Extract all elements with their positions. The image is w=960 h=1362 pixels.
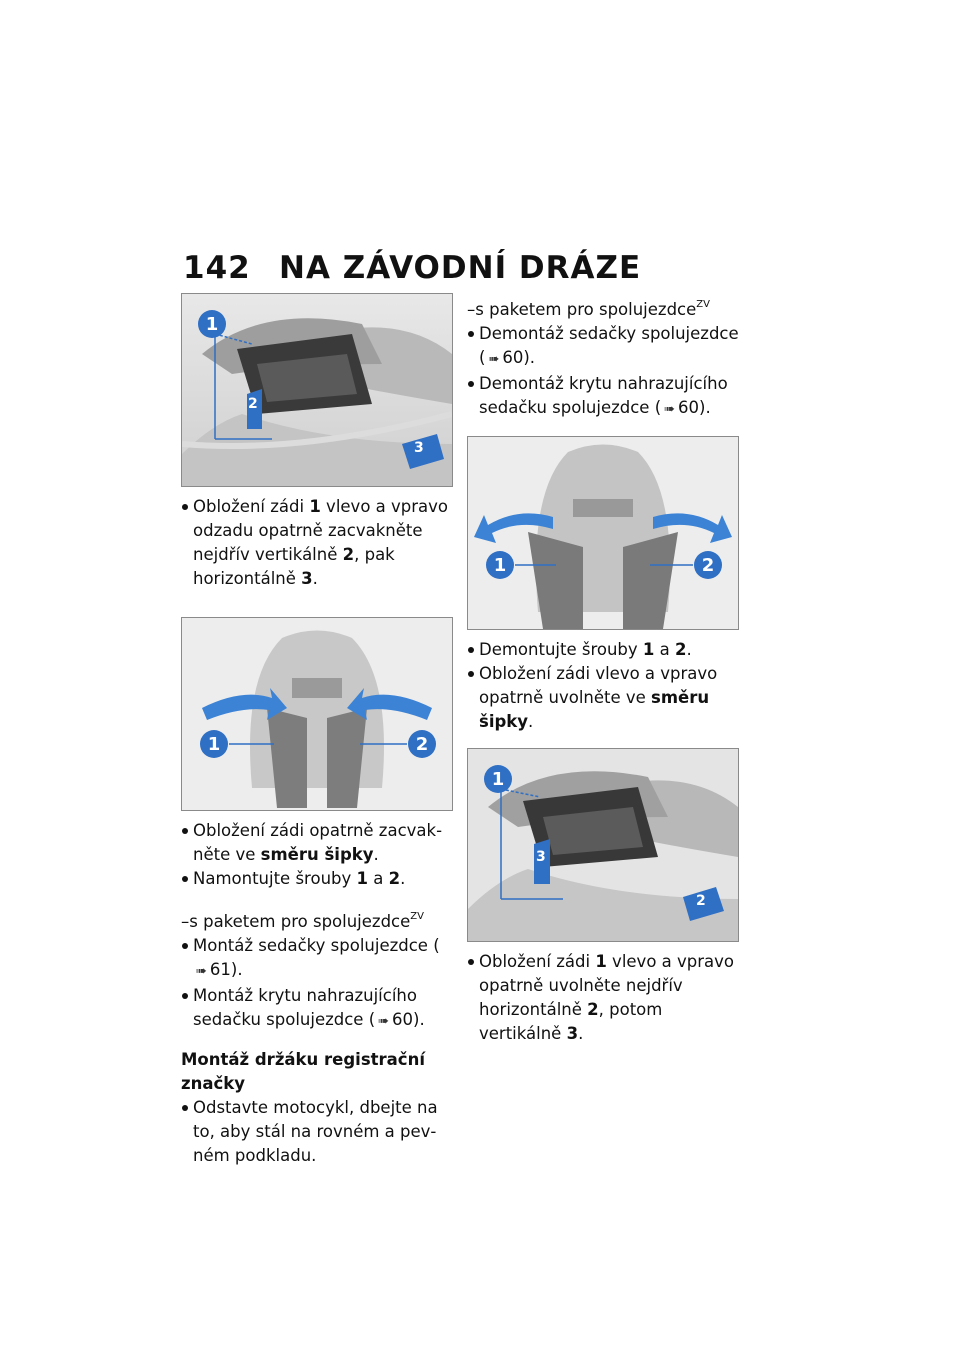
step-list [181,1096,453,1168]
step-list [467,950,739,1046]
figure-rear-view-install [181,617,453,811]
list-item: Demontáž sedačky spolujezdce ( ➠ 60). [467,322,739,372]
figure-side-view-removal [467,748,739,942]
condition-line: –s paketem pro spolujezdce$^{ZV}$ [467,299,710,319]
list-item: Odstavte motocykl, dbejte na to, aby stál na rovném a pevném podkladu. [181,1096,453,1168]
step-list [467,638,739,734]
callout-1: 1 [486,551,514,579]
page-reference[interactable]: 61 [209,960,231,979]
figure-rear-view-removal [467,436,739,630]
reference-arrow-icon: ➠ [664,402,676,417]
rear-view-illustration [182,618,452,810]
page-header [183,248,743,288]
figure-rear-side-view [181,293,453,487]
page-reference[interactable]: 60 [502,348,524,367]
step-list [181,819,453,891]
list-item: Obložení zádi 1 vlevo a vpravo odzadu opatrně zacvakněte nejdřív vertikálně 2, pak horizontálně 3. [181,495,453,591]
list-item: Montáž krytu nahrazujícího sedačku spolujezdce ( ➠ 60). [181,984,453,1034]
reference-arrow-icon: ➠ [378,1014,390,1029]
left-column [181,293,453,1168]
list-item: Namontujte šrouby 1 a 2. [181,867,453,891]
list-item: Montáž sedačky spolujezdce (➠ 61). [181,934,453,984]
list-item: Demontujte šrouby 1 a 2. [467,638,739,662]
list-item: Obložení zádi opatrně zacvakněte ve směru šipky. [181,819,453,867]
condition-line: –s paketem pro spolujezdce$^{ZV}$ [181,911,424,931]
page-reference[interactable]: 60 [678,398,700,417]
callout-1: 1 [200,730,228,758]
callout-1: 1 [484,765,512,793]
callout-1: 1 [198,310,226,338]
reference-arrow-icon: ➠ [488,352,500,367]
callout-2: 2 [696,893,706,909]
step-list [181,495,453,591]
rear-view-removal-illustration [468,437,738,629]
chapter-title: NA ZÁVODNÍ DRÁZE [279,250,642,286]
section-heading: Montáž držáku registrační značky [181,1050,425,1093]
step-list [181,934,453,1034]
page-number: 142 [183,250,251,286]
list-item: Obložení zádi 1 vlevo a vpravo opatrně uvolněte nejdřív horizontálně 2, potom vertikálně 3. [467,950,739,1046]
callout-2: 2 [408,730,436,758]
callout-3: 3 [414,440,424,456]
list-item: Obložení zádi vlevo a vpravo opatrně uvolněte ve směru šipky. [467,662,739,734]
page-reference[interactable]: 60 [392,1010,414,1029]
reference-arrow-icon: ➠ [196,964,207,979]
callout-2: 2 [248,396,258,412]
step-list [467,322,739,422]
callout-3: 3 [536,849,546,865]
list-item: Demontáž krytu nahrazujícího sedačku spolujezdce ( ➠ 60). [467,372,739,422]
right-column [467,293,739,1046]
callout-2: 2 [694,551,722,579]
